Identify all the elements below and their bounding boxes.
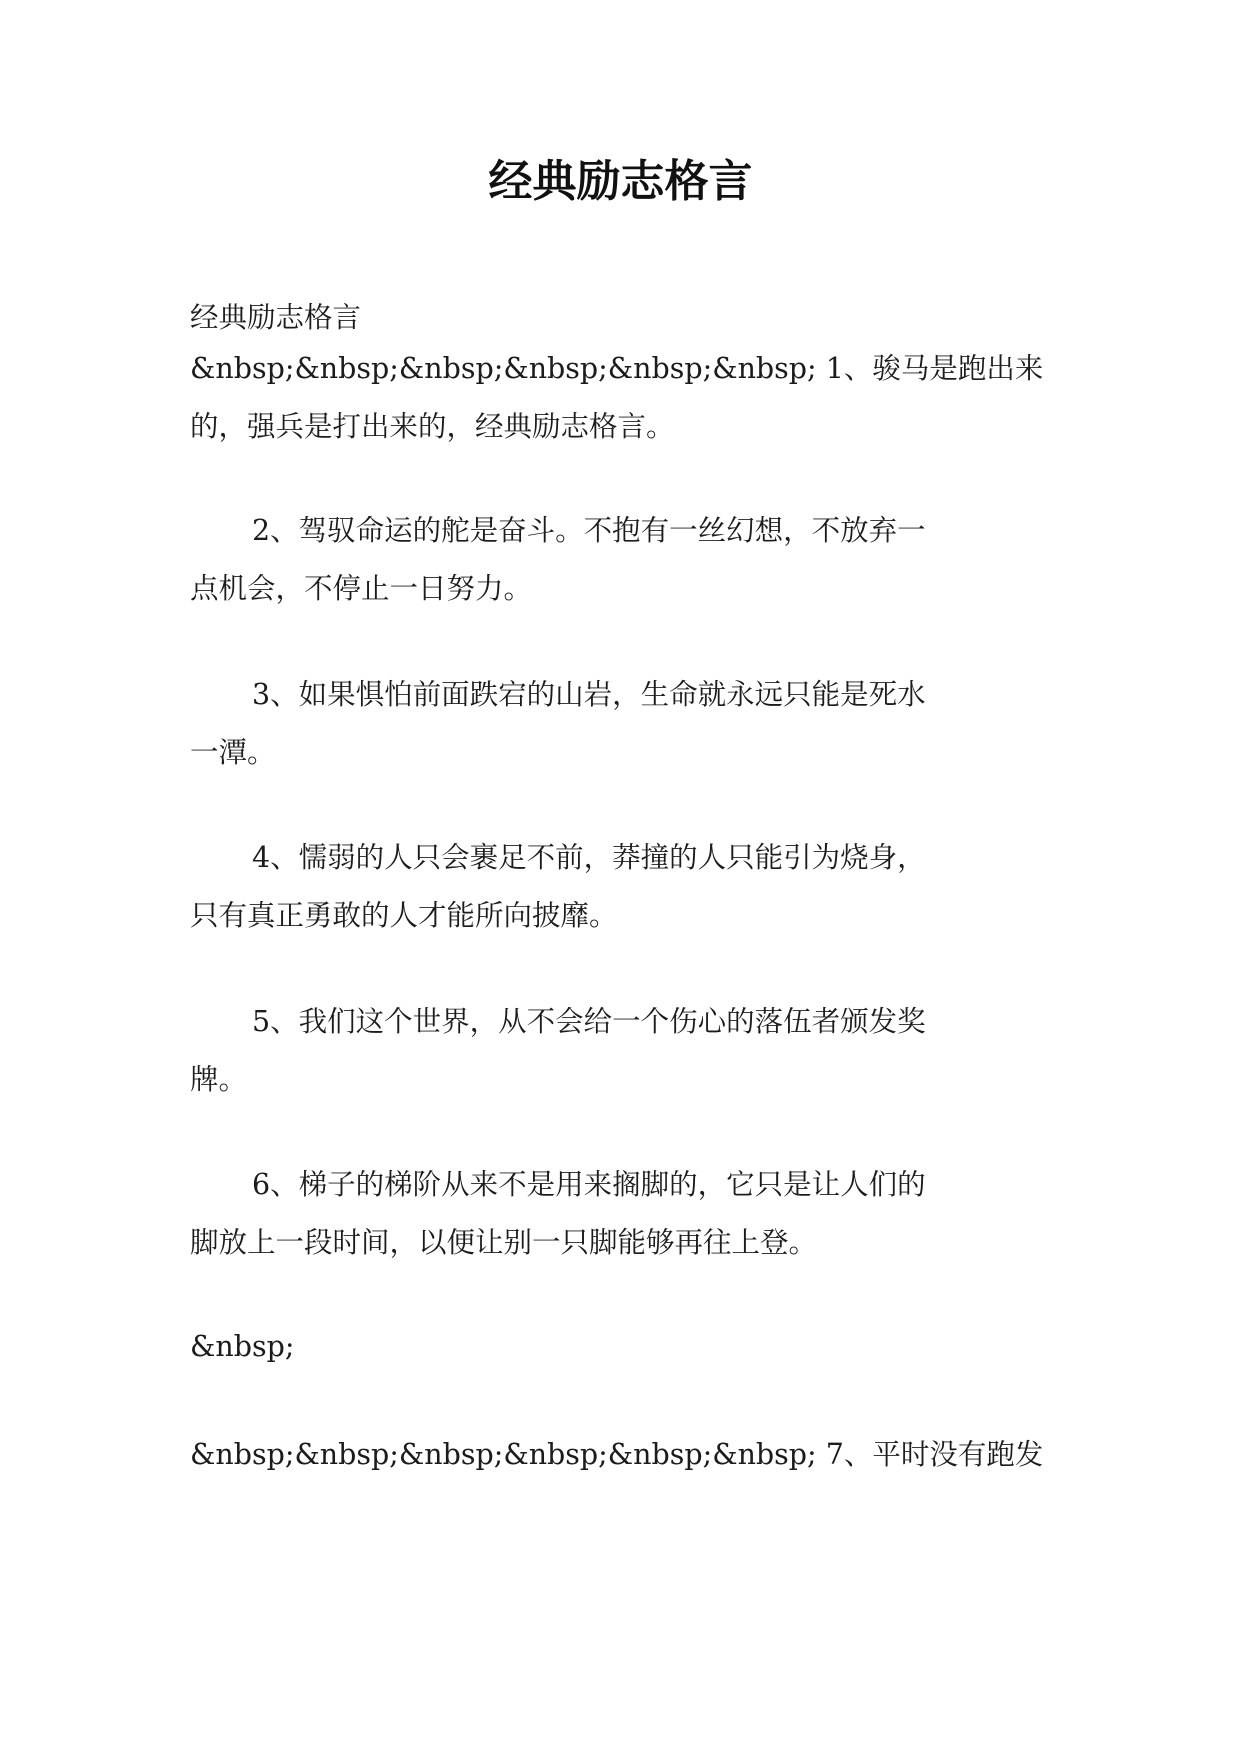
paragraph-4 [190,829,1060,945]
paragraph-line: 牌。 [190,1063,248,1096]
paragraph-2 [190,502,1060,618]
paragraph-line: 脚放上一段时间，以便让别一只脚能够再往上登。 [190,1226,818,1259]
paragraph-line: 3、如果惧怕前面跌宕的山岩，生命就永远只能是死水 [252,678,926,711]
paragraph-line: 6、梯子的梯阶从来不是用来搁脚的，它只是让人们的 [252,1168,926,1201]
paragraph-line: 一潭。 [190,736,276,769]
paragraph-line: 5、我们这个世界，从不会给一个伤心的落伍者颁发奖 [252,1005,926,1038]
paragraph-3 [190,666,1060,782]
document-title: 经典励志格言 [488,156,753,207]
paragraph-line: &nbsp; [190,1330,295,1363]
paragraph-line: 的，强兵是打出来的，经典励志格言。 [190,410,675,443]
paragraph-7 [190,1318,1060,1376]
paragraph-line: &nbsp;&nbsp;&nbsp;&nbsp;&nbsp;&nbsp; 7、平时没有跑发 [190,1438,1044,1471]
subtitle-line: 经典励志格言 [190,301,362,334]
paragraph-line: 点机会，不停止一日努力。 [190,572,533,605]
paragraph-line: &nbsp;&nbsp;&nbsp;&nbsp;&nbsp;&nbsp; 1、骏马是跑出来 [190,352,1044,385]
paragraph-line: 只有真正勇敢的人才能所向披靡。 [190,899,618,932]
paragraph-line: 2、驾驭命运的舵是奋斗。不抱有一丝幻想，不放弃一 [252,514,926,547]
paragraph-line: 4、懦弱的人只会裹足不前，莽撞的人只能引为烧身， [252,841,926,874]
paragraph-8 [190,1426,1060,1484]
paragraph-5 [190,993,1060,1109]
paragraph-6 [190,1156,1060,1272]
paragraph-1 [190,340,1060,456]
document-subtitle [190,289,1060,347]
